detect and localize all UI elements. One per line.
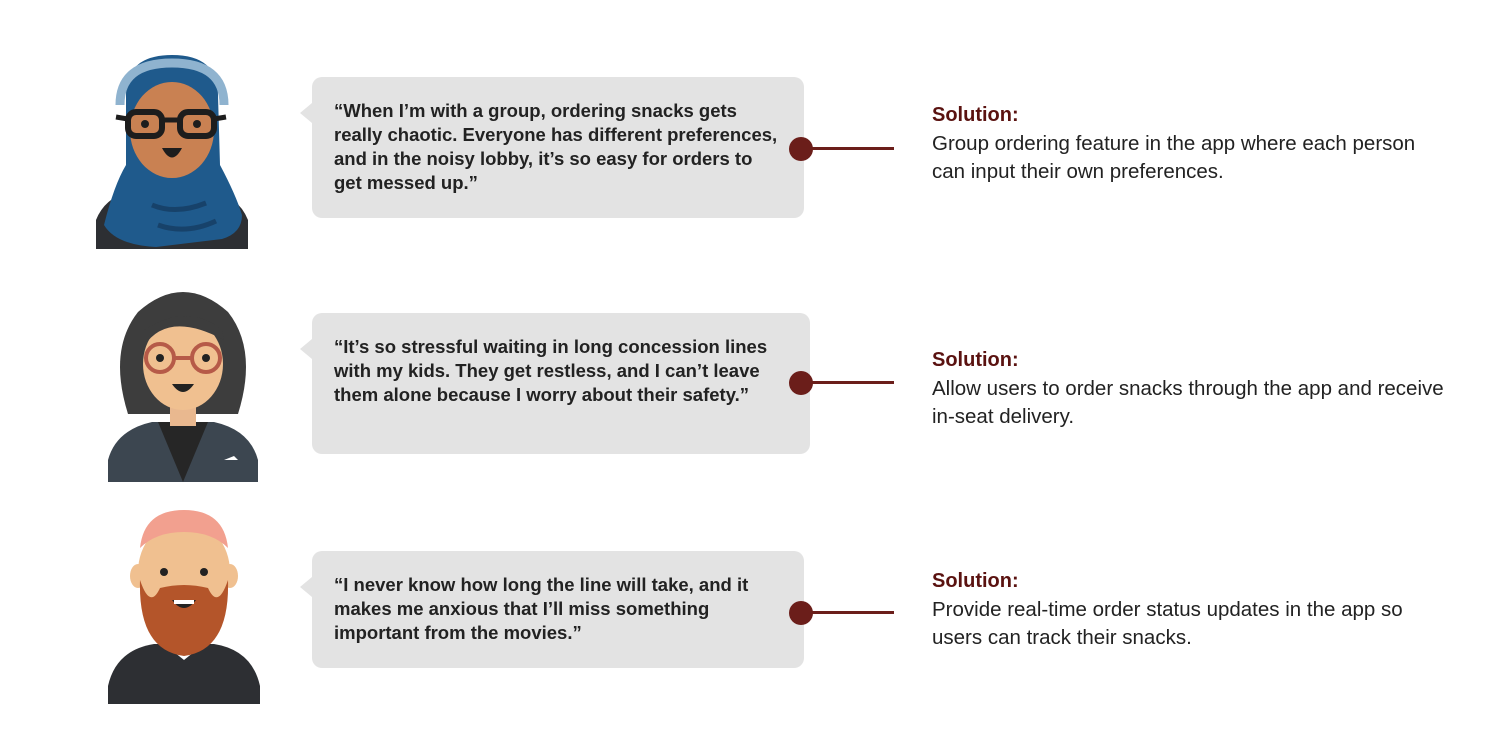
bubble-tail [300,103,312,123]
solution-text: Allow users to order snacks through the app and receive in-seat delivery. [932,377,1444,428]
solution-text: Group ordering feature in the app where each person can input their own preferences. [932,132,1416,183]
connector-line [810,147,894,150]
woman-glasses-avatar-icon [108,290,258,482]
solution-label: Solution: [932,570,1019,592]
hijab-woman-avatar-icon [96,55,248,249]
bearded-man-avatar-icon [108,510,260,704]
quote-bubble-1 [312,77,804,218]
solution-text: Provide real-time order status updates in the app so users can track their snacks. [932,598,1403,649]
quote-text: “It’s so stressful waiting in long concession lines with my kids. They get restless, and I can’t leave them alone because I worry about their safety.” [334,336,768,405]
connector-line [810,611,894,614]
quote-text: “I never know how long the line will take, and it makes me anxious that I’ll miss something important from the movies.” [334,574,749,643]
solution-label: Solution: [932,104,1019,126]
quote-bubble-2 [312,313,810,454]
connector-line [810,381,894,384]
bubble-tail [300,577,312,597]
quote-bubble-3 [312,551,804,668]
solution-label: Solution: [932,349,1019,371]
quote-text: “When I’m with a group, ordering snacks gets really chaotic. Everyone has different preferences, and in the noisy lobby, it’s so easy for orders to get messed up.” [334,100,778,193]
bubble-tail [300,339,312,359]
